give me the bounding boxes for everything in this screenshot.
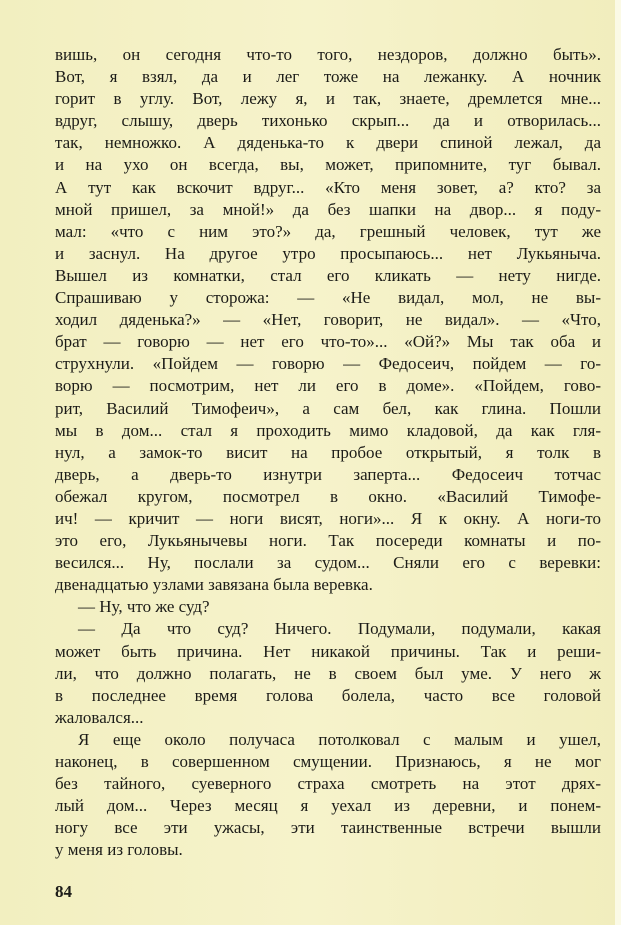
page-number: 84 <box>55 882 72 901</box>
text-line: вдруг, слышу, дверь тихонько скрып... да и отворилась... <box>55 111 601 131</box>
text-line: наконец, в совершенном смущении. Признаюсь, я не мог <box>55 752 601 771</box>
text-line: мы в дом... стал я проходить мимо кладовой, да как гля- <box>55 420 601 440</box>
text-line: у меня из головы. <box>55 840 183 860</box>
text-line: двенадцатью узлами завязана была веревка. <box>55 575 373 595</box>
text-line: ворю — посмотрим, нет ли его в доме». «Пойдем, гово- <box>55 376 601 396</box>
text-line: брат — говорю — нет его что-то»... «Ой?» Мы так оба и <box>55 332 601 352</box>
page-body-text <box>55 44 601 861</box>
text-line: дверь, а дверь-то изнутри заперта... Федосеич тотчас <box>55 464 601 484</box>
text-line: может быть причина. Нет никакой причины. Так и реши- <box>55 641 601 661</box>
text-line: без тайного, суеверного страха смотреть на этот дрях- <box>55 774 601 794</box>
text-line: Я еще около получаса потолковал с малым и ушел, <box>78 729 601 749</box>
text-line: в последнее время голова болела, часто все головой <box>55 685 601 705</box>
text-line: так, немножко. А дяденька-то к двери спиной лежал, да <box>55 133 601 153</box>
text-line: весился... Ну, послали за судом... Сняли его с веревки: <box>55 553 601 573</box>
text-line: жаловался... <box>55 707 144 727</box>
text-line: — Да что суд? Ничего. Подумали, подумали, какая <box>78 619 601 639</box>
text-line: это его, Лукьянычевы ноги. Так посереди комнаты и по- <box>55 531 601 551</box>
text-line: Спрашиваю у сторожа: — «Не видал, мол, не вы- <box>55 288 601 308</box>
text-line: ли, что должно полагать, не в своем был уме. У него ж <box>55 663 601 683</box>
text-line: ич! — кричит — ноги висят, ноги»... Я к окну. А ноги-то <box>55 508 601 528</box>
text-line: рит, Василий Тимофеич», а сам бел, как глина. Пошли <box>55 398 601 418</box>
text-line: А тут как вскочит вдруг... «Кто меня зовет, а? кто? за <box>55 177 601 197</box>
text-line: мал: «что с ним это?» да, грешный человек, тут же <box>55 221 601 241</box>
text-line: ногу все эти ужасы, эти таинственные встречи вышли <box>55 818 601 838</box>
text-line: струхнули. «Пойдем — говорю — Федосеич, пойдем — го- <box>55 354 601 374</box>
text-line: ходил дяденька?» — «Нет, говорит, не видал». — «Что, <box>55 310 601 330</box>
text-line: и заснул. На другое утро просыпаюсь... нет Лукьяныча. <box>55 243 601 263</box>
text-line: лый дом... Через месяц я уехал из деревни, и понем- <box>55 796 601 816</box>
text-line: Вот, я взял, да и лег тоже на лежанку. А ночник <box>55 67 601 87</box>
page-edge <box>615 0 621 925</box>
text-line: нул, а замок-то висит на пробое открытый, я толк в <box>55 442 601 462</box>
text-line: обежал кругом, посмотрел в окно. «Василий Тимофе- <box>55 486 601 506</box>
text-line: Вышел из комнатки, стал его кликать — нету нигде. <box>55 265 601 285</box>
text-line: и на ухо он всегда, вы, может, припомните, туг бывал. <box>55 155 601 175</box>
text-line: мной пришел, за мной!» да без шапки на двор... я поду- <box>55 199 601 219</box>
text-line: вишь, он сегодня что-то того, нездоров, должно быть». <box>55 45 601 64</box>
text-line: — Ну, что же суд? <box>78 597 210 617</box>
text-line: горит в углу. Вот, лежу я, и так, знаете, дремлется мне... <box>55 89 601 109</box>
